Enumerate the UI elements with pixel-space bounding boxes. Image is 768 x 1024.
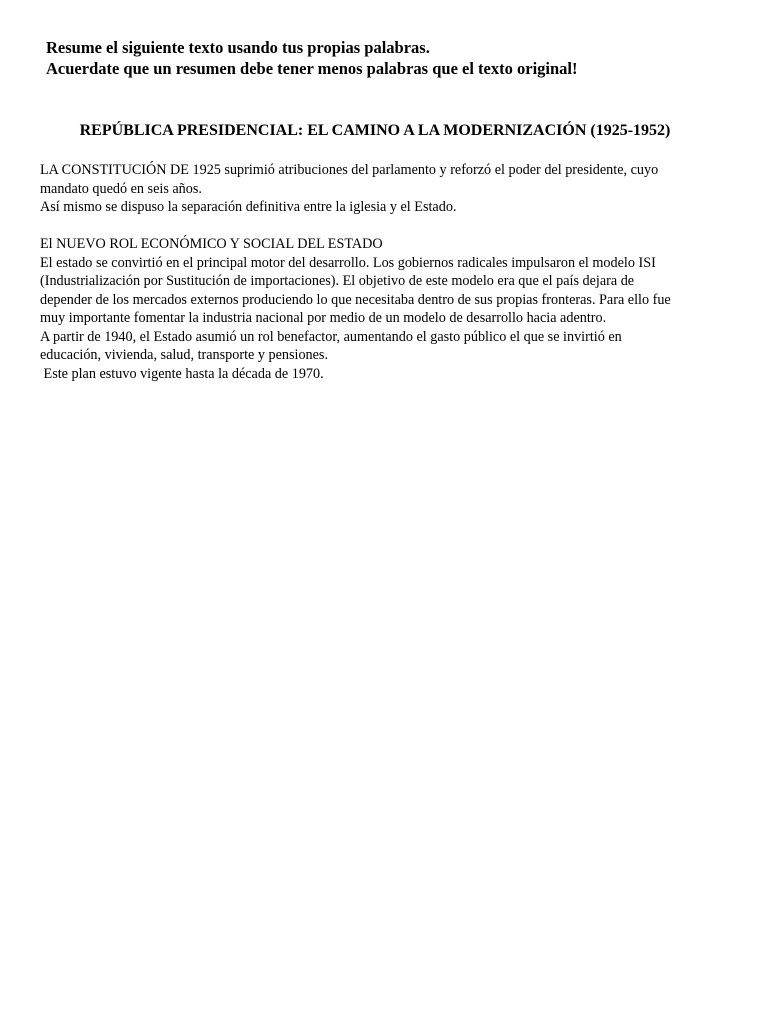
paragraph-gap xyxy=(40,217,730,236)
instruction-line: Resume el siguiente texto usando tus propias palabras. xyxy=(46,38,430,57)
paragraph-line: LA CONSTITUCIÓN DE 1925 suprimió atribuciones del parlamento y reforzó el poder del presidente, cuyo xyxy=(40,162,659,178)
paragraph-line: A partir de 1940, el Estado asumió un rol benefactor, aumentando el gasto público el que se invirtió en xyxy=(40,328,622,345)
paragraph-line: depender de los mercados externos produciendo lo que necesitaba dentro de sus propias fronteras. Para ello fue xyxy=(40,291,671,308)
instruction-line: Acuerdate que un resumen debe tener menos palabras que el texto original! xyxy=(46,59,578,78)
section-heading: El NUEVO ROL ECONÓMICO Y SOCIAL DEL ESTADO xyxy=(40,236,383,252)
paragraph-line: educación, vivienda, salud, transporte y pensiones. xyxy=(40,347,329,363)
document-body xyxy=(40,161,730,383)
document-title: REPÚBLICA PRESIDENCIAL: EL CAMINO A LA MODERNIZACIÓN (1925-1952) xyxy=(79,122,671,139)
instructions-block xyxy=(46,37,746,79)
paragraph-line: mandato quedó en seis años. xyxy=(40,180,202,197)
paragraph-line: Así mismo se dispuso la separación definitiva entre la iglesia y el Estado. xyxy=(40,199,457,215)
paragraph-line: Este plan estuvo vigente hasta la década de 1970. xyxy=(40,365,324,382)
paragraph-line: muy importante fomentar la industria nacional por medio de un modelo de desarrollo hacia adentro. xyxy=(40,310,607,326)
paragraph-line: El estado se convirtió en el principal motor del desarrollo. Los gobiernos radicales impulsaron el modelo ISI xyxy=(40,254,656,271)
paragraph-line: (Industrialización por Sustitución de importaciones). El objetivo de este modelo era que el país dejara de xyxy=(40,273,635,289)
